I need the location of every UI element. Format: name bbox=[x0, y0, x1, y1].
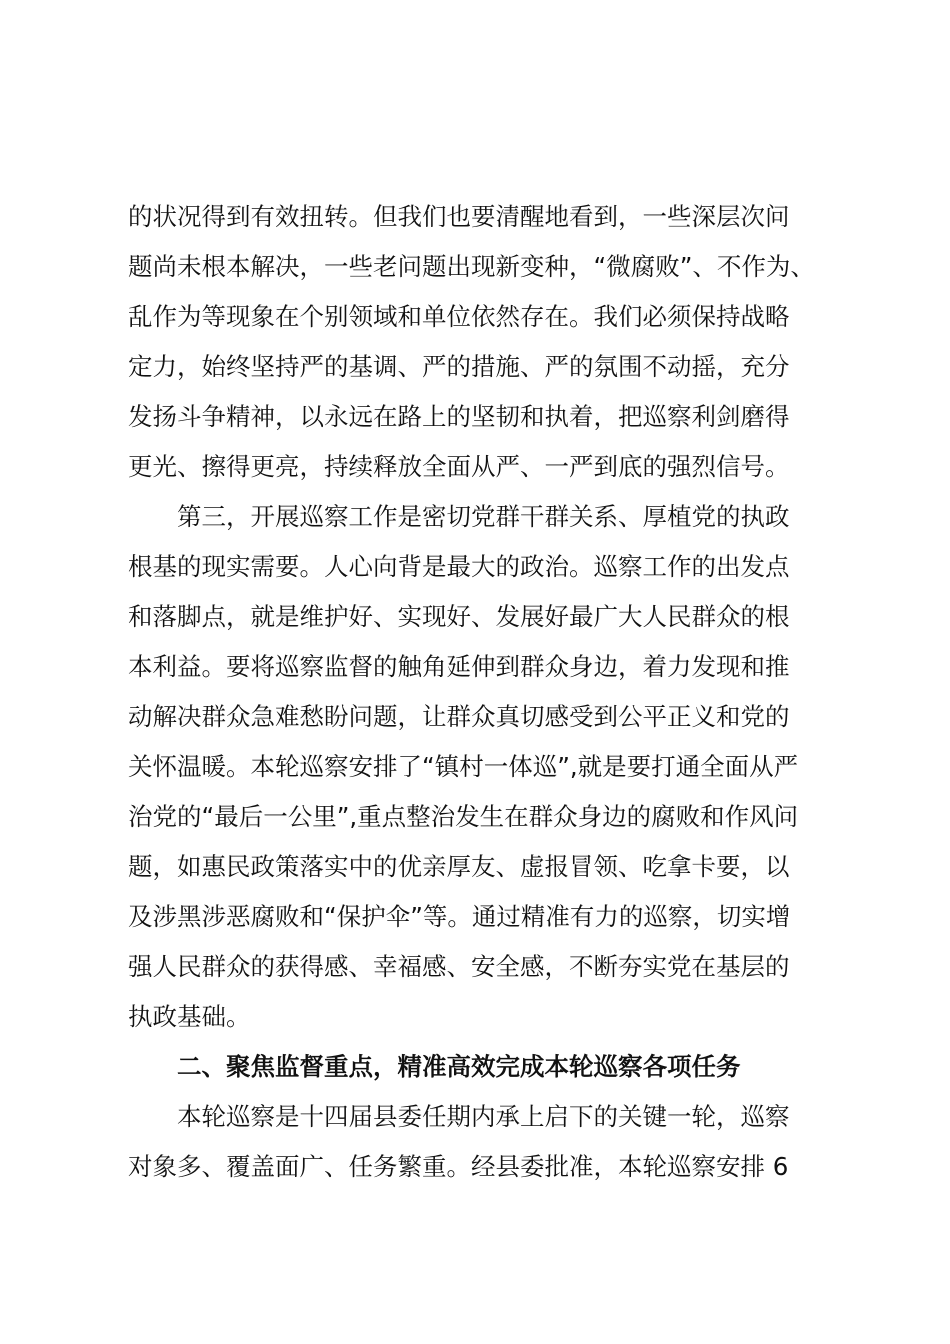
paragraph-start-line: 第三，开展巡察工作是密切党群干群关系、厚植党的执政 bbox=[177, 502, 790, 531]
text-line: 题，如惠民政策落实中的优亲厚友、虚报冒领、吃拿卡要，以 bbox=[128, 852, 790, 881]
text-line: 动解决群众急难愁盼问题，让群众真切感受到公平正义和党的 bbox=[128, 702, 790, 731]
text-line: 的状况得到有效扭转。但我们也要清醒地看到，一些深层次问 bbox=[128, 202, 790, 231]
text-line: 乱作为等现象在个别领域和单位依然存在。我们必须保持战略 bbox=[128, 302, 790, 331]
text-line: 关怀温暖。本轮巡察安排了“镇村一体巡”,就是要打通全面从严 bbox=[128, 752, 799, 781]
document-body bbox=[128, 192, 828, 1192]
text-line: 治党的“最后一公里”,重点整治发生在群众身边的腐败和作风问 bbox=[128, 802, 799, 831]
text-line: 和落脚点，就是维护好、实现好、发展好最广大人民群众的根 bbox=[128, 602, 790, 631]
text-line: 执政基础。 bbox=[128, 1002, 251, 1031]
text-line: 定力，始终坚持严的基调、严的措施、严的氛围不动摇，充分 bbox=[128, 352, 790, 381]
text-line: 强人民群众的获得感、幸福感、安全感，不断夯实党在基层的 bbox=[128, 952, 790, 981]
text-line: 本利益。要将巡察监督的触角延伸到群众身边，着力发现和推 bbox=[128, 652, 790, 681]
section-heading: 二、聚焦监督重点，精准高效完成本轮巡察各项任务 bbox=[177, 1052, 741, 1081]
text-line: 题尚未根本解决，一些老问题出现新变种，“微腐败”、不作为、 bbox=[128, 252, 815, 281]
paragraph-start-line: 本轮巡察是十四届县委任期内承上启下的关键一轮，巡察 bbox=[177, 1102, 790, 1131]
text-line: 对象多、覆盖面广、任务繁重。经县委批准，本轮巡察安排 6 bbox=[128, 1152, 789, 1181]
text-line: 根基的现实需要。人心向背是最大的政治。巡察工作的出发点 bbox=[128, 552, 790, 581]
text-line: 发扬斗争精神，以永远在路上的坚韧和执着，把巡察利剑磨得 bbox=[128, 402, 790, 431]
text-line: 及涉黑涉恶腐败和“保护伞”等。通过精准有力的巡察，切实增 bbox=[128, 902, 791, 931]
text-line: 更光、擦得更亮，持续释放全面从严、一严到底的强烈信号。 bbox=[128, 452, 790, 481]
